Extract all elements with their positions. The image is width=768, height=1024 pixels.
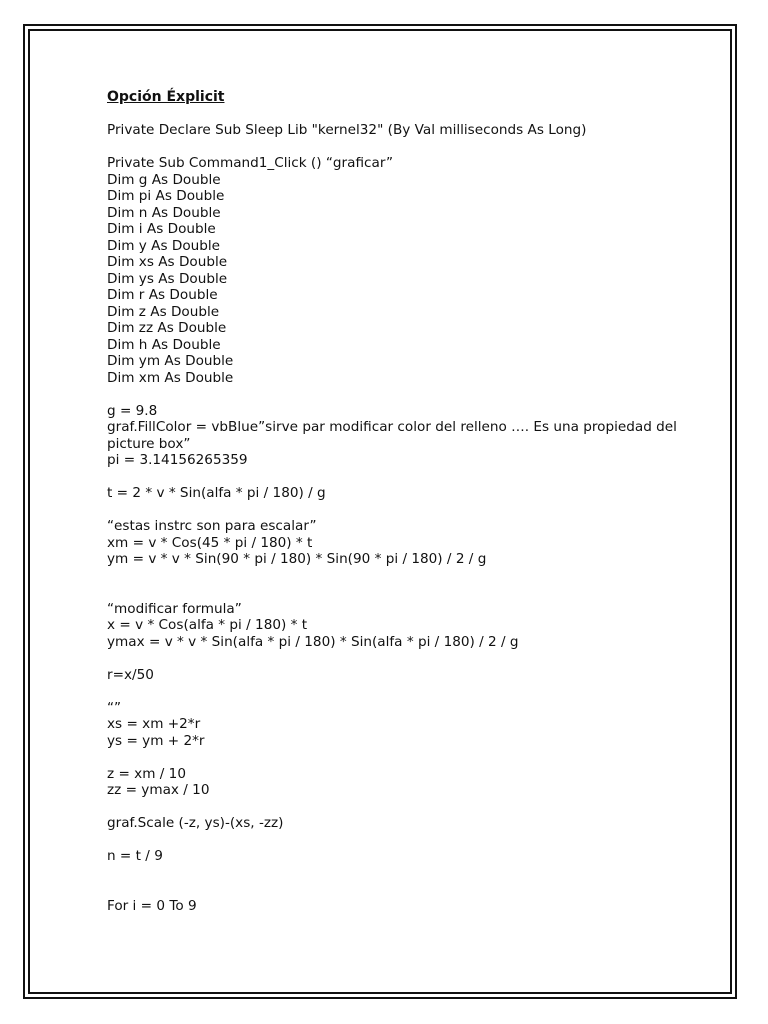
code-line: x = v * Cos(alfa * pi / 180) * t <box>107 617 308 633</box>
code-line: z = xm / 10 <box>107 765 186 782</box>
code-line: xm = v * Cos(45 * pi / 180) * t <box>107 534 313 551</box>
code-line: r=x/50 <box>107 666 154 683</box>
code-line: Dim n As Double <box>107 204 221 221</box>
code-line: Dim z As Double <box>107 303 220 320</box>
code-line: ym = v * v * Sin(90 * pi / 180) * Sin(90 * pi / 180) / 2 / g <box>107 551 487 567</box>
code-line: Dim ys As Double <box>107 270 228 287</box>
document-title: Opción Éxplicit <box>107 89 225 105</box>
code-line: Dim ym As Double <box>107 353 234 369</box>
code-line: Dim r As Double <box>107 287 218 303</box>
code-line: “” <box>107 699 122 716</box>
code-line: Dim xs As Double <box>107 254 228 270</box>
code-line: xs = xm +2*r <box>107 716 201 732</box>
code-line: graf.Scale (-z, ys)-(xs, -zz) <box>107 815 284 831</box>
code-line: Dim h As Double <box>107 336 221 353</box>
code-line: Dim i As Double <box>107 221 216 237</box>
code-line: graf.FillColor = vbBlue”sirve par modificar color del relleno …. Es una propiedad del picture box” <box>107 419 677 452</box>
code-line: Dim xm As Double <box>107 369 234 386</box>
code-line: Dim g As Double <box>107 171 221 188</box>
code-line: Dim y As Double <box>107 237 221 254</box>
code-line: ymax = v * v * Sin(alfa * pi / 180) * Sin(alfa * pi / 180) / 2 / g <box>107 633 519 650</box>
code-line: pi = 3.14156265359 <box>107 452 248 468</box>
code-line: t = 2 * v * Sin(alfa * pi / 180) / g <box>107 485 326 501</box>
code-line: ys = ym + 2*r <box>107 732 205 749</box>
document-body <box>107 89 687 914</box>
code-line: Dim pi As Double <box>107 188 225 204</box>
code-line: n = t / 9 <box>107 848 163 864</box>
code-line: zz = ymax / 10 <box>107 782 210 798</box>
code-line: For i = 0 To 9 <box>107 897 197 914</box>
code-line: g = 9.8 <box>107 402 158 419</box>
code-line: Private Sub Command1_Click () “graficar” <box>107 155 394 171</box>
code-line: Dim zz As Double <box>107 320 227 336</box>
code-line: “estas instrc son para escalar” <box>107 518 317 534</box>
code-line: Private Declare Sub Sleep Lib "kernel32" (By Val milliseconds As Long) <box>107 122 587 138</box>
code-line: “modificar formula” <box>107 600 242 617</box>
